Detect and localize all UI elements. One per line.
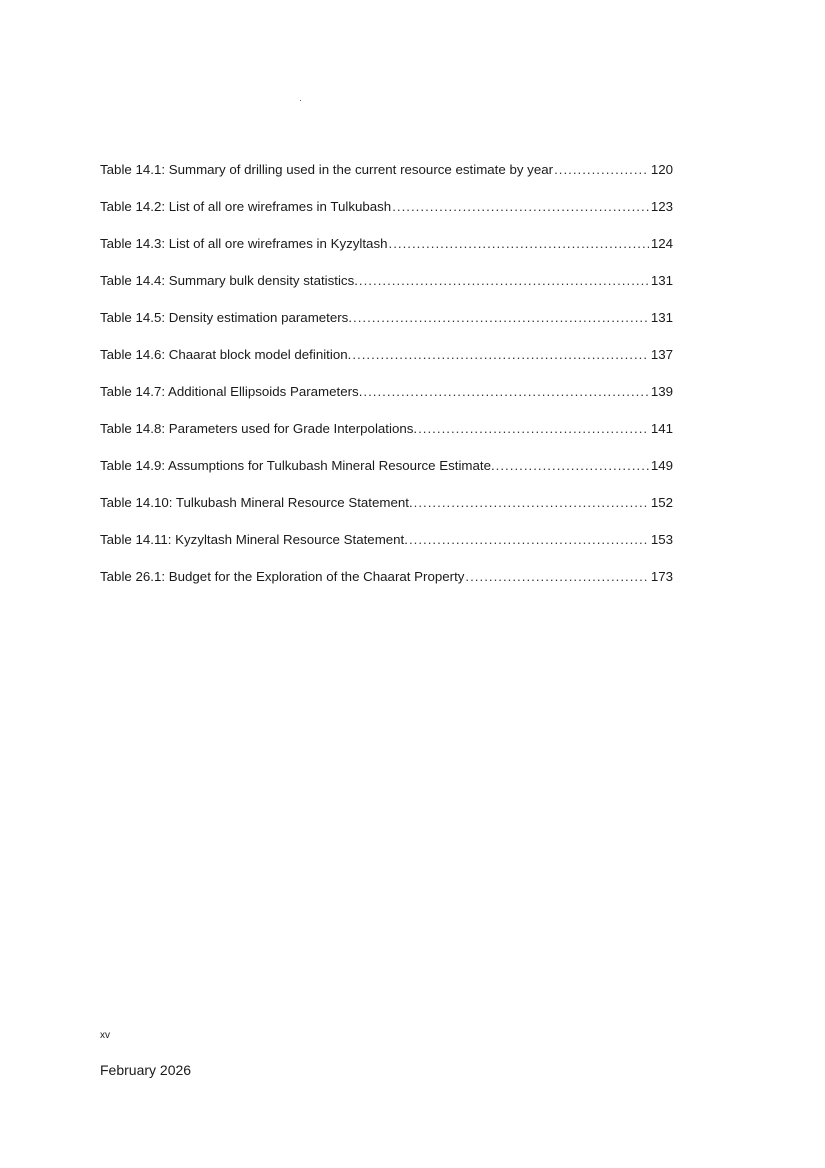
toc-dot-leader (353, 308, 649, 328)
toc-dot-leader (465, 567, 648, 587)
toc-entry-title: Table 14.5: Density estimation parameters. (100, 310, 353, 325)
toc-entry-page: 141 (650, 421, 673, 436)
toc-dot-leader (389, 234, 649, 254)
page-number: xv (100, 1030, 110, 1041)
toc-entry[interactable] (100, 567, 673, 604)
toc-entry-page: 123 (650, 199, 673, 214)
toc-dot-leader (359, 271, 649, 291)
toc-entry[interactable] (100, 493, 673, 530)
stray-mark (300, 100, 301, 101)
toc-dot-leader (352, 345, 648, 365)
toc-entry-page: 139 (650, 384, 673, 399)
toc-entry-page: 152 (650, 495, 673, 510)
toc-entry-title: Table 14.4: Summary bulk density statistics. (100, 273, 358, 288)
toc-entry-page: 131 (650, 310, 673, 325)
toc-entry[interactable] (100, 382, 673, 419)
toc-entry-title: Table 14.6: Chaarat block model definition. (100, 347, 352, 362)
toc-entry[interactable] (100, 419, 673, 456)
toc-entry-page: 124 (650, 236, 673, 251)
toc-dot-leader (554, 160, 649, 180)
toc-entry[interactable] (100, 345, 673, 382)
toc-dot-leader (418, 419, 649, 439)
toc-entry-title: Table 14.1: Summary of drilling used in the current resource estimate by year (100, 162, 554, 177)
toc-entry-title: Table 26.1: Budget for the Exploration of the Chaarat Property (100, 569, 465, 584)
toc-entry[interactable] (100, 456, 673, 493)
toc-entry-title: Table 14.11: Kyzyltash Mineral Resource Statement. (100, 532, 408, 547)
toc-dot-leader (409, 530, 649, 550)
toc-entry[interactable] (100, 530, 673, 567)
toc-entry-title: Table 14.3: List of all ore wireframes in Kyzyltash (100, 236, 388, 251)
toc-entry-title: Table 14.10: Tulkubash Mineral Resource Statement. (100, 495, 413, 510)
toc-entry-title: Table 14.8: Parameters used for Grade Interpolations. (100, 421, 418, 436)
toc-entry[interactable] (100, 308, 673, 345)
toc-entry-page: 149 (650, 458, 673, 473)
toc-entry-page: 173 (650, 569, 673, 584)
toc-dot-leader (363, 382, 648, 402)
toc-dot-leader (496, 456, 649, 476)
toc-dot-leader (392, 197, 649, 217)
toc-entry[interactable] (100, 234, 673, 271)
list-of-tables (100, 160, 673, 604)
toc-entry-page: 131 (650, 273, 673, 288)
toc-entry[interactable] (100, 197, 673, 234)
footer-date: February 2026 (100, 1062, 192, 1078)
toc-entry-page: 120 (650, 162, 673, 177)
toc-entry-title: Table 14.7: Additional Ellipsoids Parameters. (100, 384, 363, 399)
toc-entry-title: Table 14.2: List of all ore wireframes in Tulkubash (100, 199, 392, 214)
toc-entry[interactable] (100, 271, 673, 308)
toc-entry-title: Table 14.9: Assumptions for Tulkubash Mineral Resource Estimate. (100, 458, 495, 473)
toc-dot-leader (414, 493, 649, 513)
toc-entry-page: 153 (650, 532, 673, 547)
toc-entry[interactable] (100, 160, 673, 197)
toc-entry-page: 137 (650, 347, 673, 362)
